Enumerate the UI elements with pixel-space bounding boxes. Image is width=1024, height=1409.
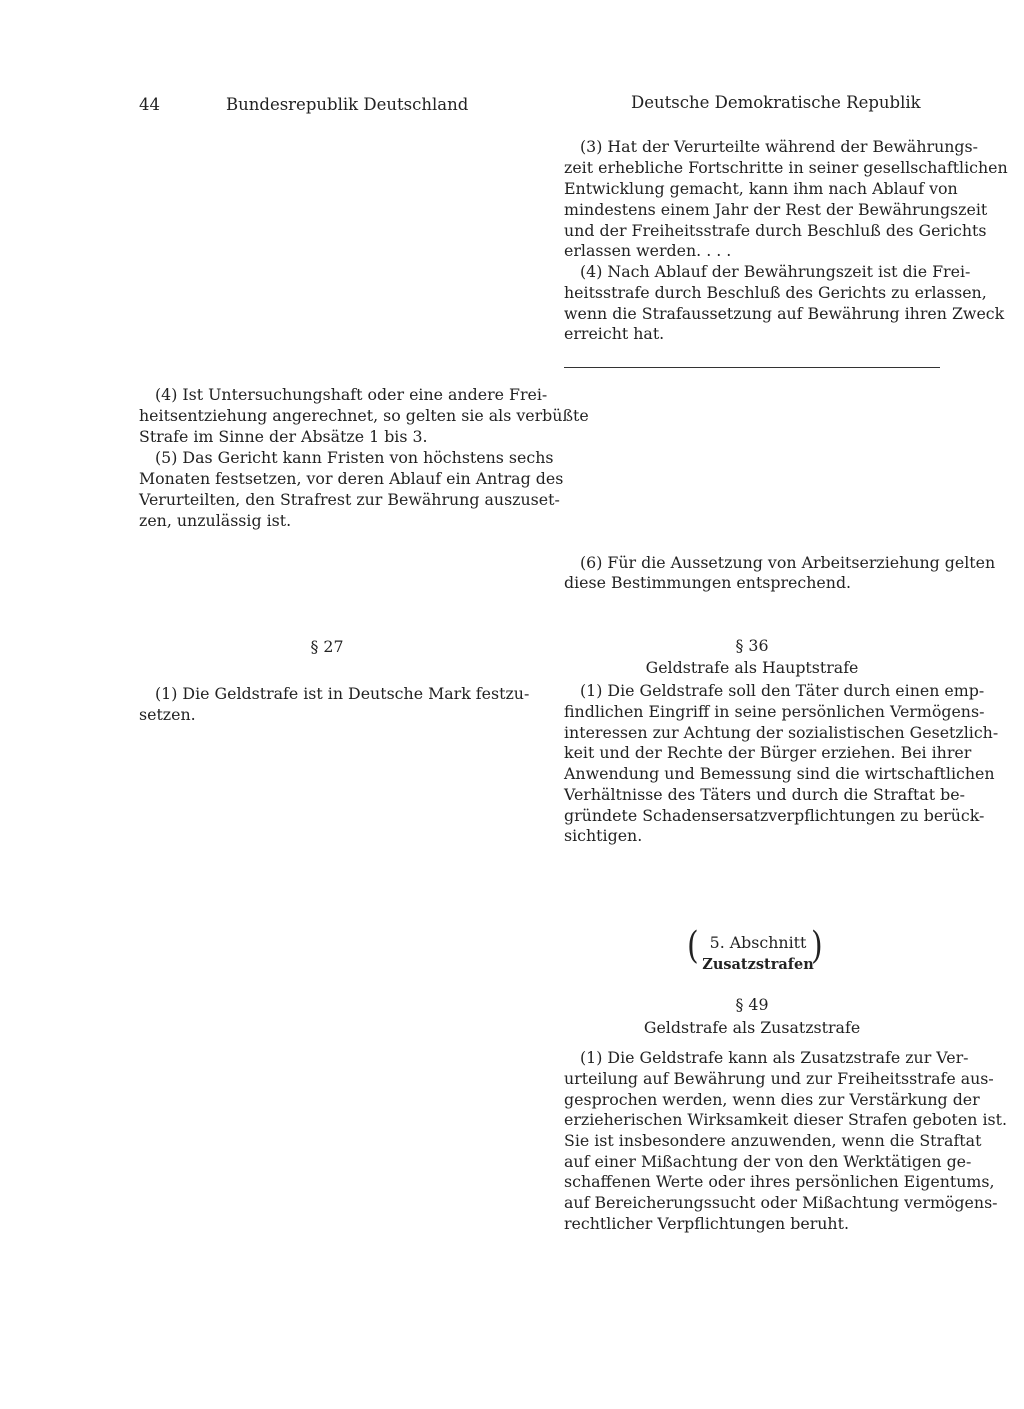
text-line: setzen. [139, 705, 196, 724]
text-line: Sie ist insbesondere anzuwenden, wenn die Straftat [564, 1131, 982, 1150]
section-title-49: Geldstrafe als Zusatzstrafe [643, 1018, 861, 1037]
text-line: erreicht hat. [564, 324, 665, 343]
text-line: interessen zur Achtung der sozialistischen Gesetzlich- [564, 723, 999, 742]
text-line: (3) Hat der Verurteilte während der Bewährungs- [580, 137, 978, 156]
text-line: Verhältnisse des Täters und durch die Straftat be- [564, 785, 965, 804]
text-line: Strafe im Sinne der Absätze 1 bis 3. [139, 427, 428, 446]
text-line: (1) Die Geldstrafe ist in Deutsche Mark festzu- [155, 684, 530, 703]
text-line: erzieherischen Wirksamkeit dieser Strafen geboten ist. [564, 1110, 1007, 1129]
text-line: (4) Ist Untersuchungshaft oder eine andere Frei- [155, 385, 548, 404]
text-line: (1) Die Geldstrafe kann als Zusatzstrafe zur Ver- [580, 1048, 969, 1067]
text-line: urteilung auf Bewährung und zur Freiheitsstrafe aus- [564, 1069, 994, 1088]
chapter-number: 5. Abschnitt [709, 933, 807, 952]
text-line: Entwicklung gemacht, kann ihm nach Ablauf von [564, 179, 958, 198]
text-line: wenn die Strafaussetzung auf Bewährung ihren Zweck [564, 304, 1005, 323]
right-parenthesis: ) [811, 924, 823, 968]
right-column-title: Deutsche Demokratische Republik [631, 93, 921, 112]
section-heading-27: § 27 [310, 637, 344, 656]
text-line: sichtigen. [564, 826, 643, 845]
text-line: mindestens einem Jahr der Rest der Bewährungszeit [564, 200, 988, 219]
text-line: Monaten festsetzen, vor deren Ablauf ein Antrag des [139, 469, 564, 488]
text-line: Anwendung und Bemessung sind die wirtschaftlichen [564, 764, 995, 783]
text-line: erlassen werden. . . . [564, 241, 732, 260]
text-line: (6) Für die Aussetzung von Arbeitserziehung gelten [580, 553, 996, 572]
text-line: (5) Das Gericht kann Fristen von höchstens sechs [155, 448, 554, 467]
text-line: heitsstrafe durch Beschluß des Gerichts zu erlassen, [564, 283, 987, 302]
section-divider [564, 367, 940, 368]
text-line: (4) Nach Ablauf der Bewährungszeit ist die Frei- [580, 262, 971, 281]
text-line: gründete Schadensersatzverpflichtungen zu berück- [564, 806, 985, 825]
chapter-title: Zusatzstrafen [702, 956, 814, 973]
text-line: heitsentziehung angerechnet, so gelten sie als verbüßte [139, 406, 589, 425]
section-title-36: Geldstrafe als Hauptstrafe [645, 658, 859, 677]
section-heading-36: § 36 [735, 636, 769, 655]
text-line: gesprochen werden, wenn dies zur Verstärkung der [564, 1090, 980, 1109]
text-line: (1) Die Geldstrafe soll den Täter durch einen emp- [580, 681, 985, 700]
text-line: Verurteilten, den Strafrest zur Bewährung auszuset- [139, 490, 560, 509]
text-line: keit und der Rechte der Bürger erziehen. Bei ihrer [564, 743, 972, 762]
text-line: schaffenen Werte oder ihres persönlichen Eigentums, [564, 1172, 995, 1191]
section-heading-49: § 49 [735, 995, 769, 1014]
text-line: auf Bereicherungssucht oder Mißachtung vermögens- [564, 1193, 998, 1212]
text-line: auf einer Mißachtung der von den Werktätigen ge- [564, 1152, 972, 1171]
text-line: diese Bestimmungen entsprechend. [564, 573, 852, 592]
text-line: zeit erhebliche Fortschritte in seiner gesellschaftlichen [564, 158, 1008, 177]
left-column-title: Bundesrepublik Deutschland [226, 95, 469, 114]
text-line: zen, unzulässig ist. [139, 511, 292, 530]
text-line: und der Freiheitsstrafe durch Beschluß des Gerichts [564, 221, 987, 240]
text-line: findlichen Eingriff in seine persönlichen Vermögens- [564, 702, 985, 721]
text-line: rechtlicher Verpflichtungen beruht. [564, 1214, 849, 1233]
page-number: 44 [139, 95, 160, 114]
left-parenthesis: ( [687, 924, 699, 968]
